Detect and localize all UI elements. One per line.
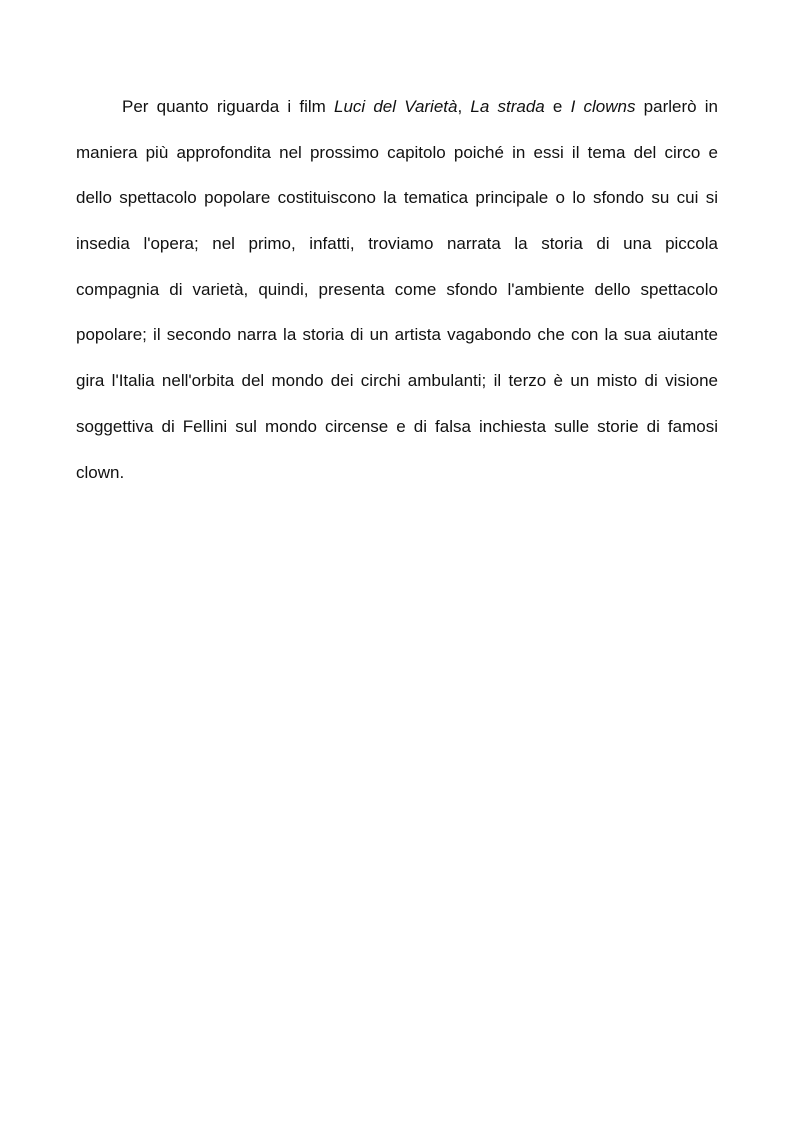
body-paragraph (76, 91, 718, 502)
text-segment: , (457, 97, 471, 116)
film-title-la-strada: La strada (470, 97, 545, 116)
text-segment: soggettiva di Fellini sul mondo circense e di falsa inchiesta sulle storie di famosi (76, 416, 718, 436)
text-segment: gira l'Italia nell'orbita del mondo dei circhi ambulanti; il terzo è un misto di visione (76, 371, 718, 391)
text-line (76, 319, 718, 365)
film-title-i-clowns: I clowns (570, 97, 636, 116)
text-line (76, 182, 718, 228)
text-segment: Per quanto riguarda i film (122, 97, 334, 116)
text-segment: insedia l'opera; nel primo, infatti, troviamo narrata la storia di una piccola (76, 234, 718, 254)
text-line (76, 91, 718, 137)
text-line (76, 228, 718, 274)
film-title-luci-del-varieta: Luci del Varietà (333, 97, 458, 116)
text-segment: maniera più approfondita nel prossimo capitolo poiché in essi il tema del circo e (76, 142, 718, 162)
text-line (76, 137, 718, 183)
text-line (76, 411, 718, 457)
text-segment: compagnia di varietà, quindi, presenta come sfondo l'ambiente dello spettacolo (76, 279, 718, 299)
text-segment: clown. (76, 462, 125, 482)
text-segment: popolare; il secondo narra la storia di un artista vagabondo che con la sua aiutante (76, 325, 718, 345)
text-segment: e (544, 97, 571, 116)
text-segment: parlerò in (635, 97, 718, 116)
text-line (76, 274, 718, 320)
text-line (76, 457, 718, 503)
text-line (76, 365, 718, 411)
text-segment: dello spettacolo popolare costituiscono la tematica principale o lo sfondo su cui si (76, 188, 718, 208)
